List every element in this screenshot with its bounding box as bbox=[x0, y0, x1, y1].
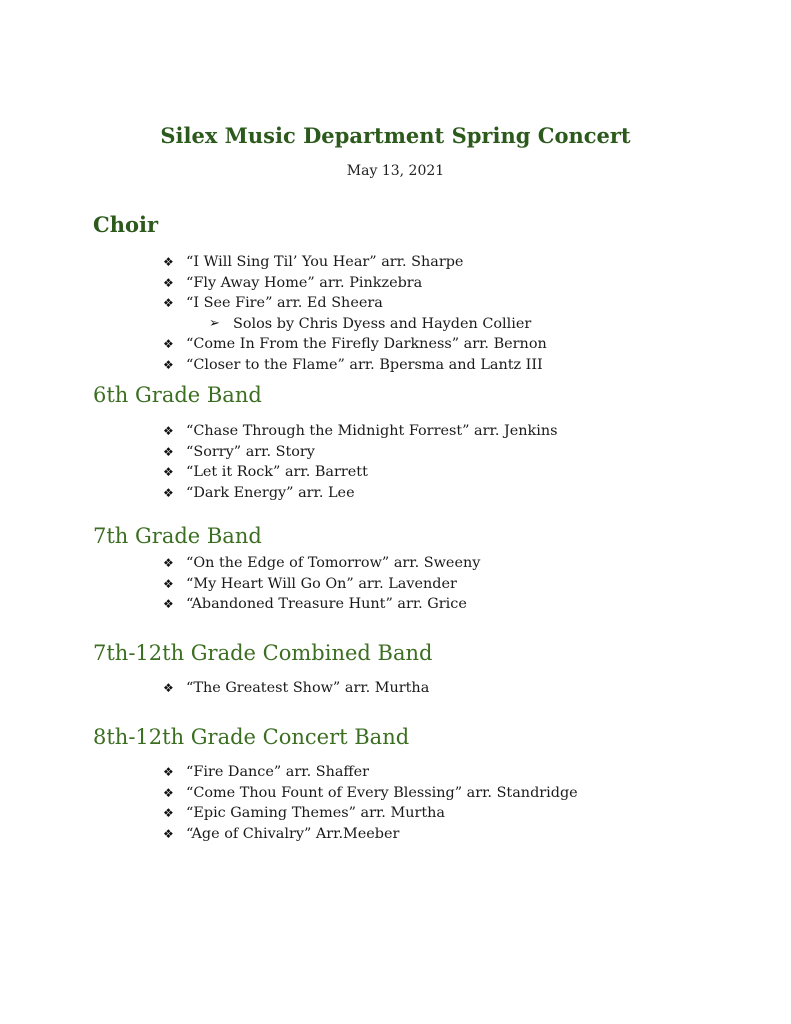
piece-title: “Abandoned Treasure Hunt” arr. Grice bbox=[186, 596, 467, 613]
7th-grade-band-program-list bbox=[163, 553, 480, 615]
list-item bbox=[163, 421, 558, 442]
6th-grade-band-program-list bbox=[163, 421, 558, 503]
section-heading-concert-band: 8th-12th Grade Concert Band bbox=[93, 725, 410, 749]
diamond-bullet-icon: ❖ bbox=[163, 424, 174, 438]
piece-title: “Age of Chivalry” Arr.Meeber bbox=[186, 825, 400, 842]
diamond-bullet-icon: ❖ bbox=[163, 275, 174, 290]
piece-title: “On the Edge of Tomorrow” arr. Sweeny bbox=[186, 555, 481, 571]
diamond-bullet-icon: ❖ bbox=[163, 826, 174, 841]
list-item bbox=[163, 553, 480, 574]
section-heading-6th-grade-band: 6th Grade Band bbox=[93, 383, 262, 407]
diamond-bullet-icon: ❖ bbox=[163, 785, 174, 800]
piece-title: “Fire Dance” arr. Shaffer bbox=[186, 764, 370, 780]
arrow-bullet-icon: ➢ bbox=[209, 315, 220, 331]
piece-title: “Chase Through the Midnight Forrest” arr. Jenkins bbox=[186, 423, 558, 439]
diamond-bullet-icon: ❖ bbox=[163, 485, 174, 500]
diamond-bullet-icon: ❖ bbox=[163, 465, 174, 480]
list-item bbox=[163, 762, 578, 783]
choir-program-list bbox=[163, 252, 547, 376]
diamond-bullet-icon: ❖ bbox=[163, 255, 174, 269]
diamond-bullet-icon: ❖ bbox=[163, 556, 174, 570]
piece-title: “I See Fire” arr. Ed Sheera bbox=[186, 295, 383, 312]
piece-title: “My Heart Will Go On” arr. Lavender bbox=[186, 575, 457, 592]
piece-title: “Come In From the Firefly Darkness” arr. Bernon bbox=[186, 336, 547, 353]
sub-list-item bbox=[163, 314, 547, 335]
list-item bbox=[163, 594, 480, 615]
list-item bbox=[163, 824, 578, 845]
list-item bbox=[163, 783, 578, 804]
solo-note: Solos by Chris Dyess and Hayden Collier bbox=[233, 315, 532, 332]
list-item bbox=[163, 678, 429, 699]
diamond-bullet-icon: ❖ bbox=[163, 357, 174, 372]
diamond-bullet-icon: ❖ bbox=[163, 765, 174, 779]
piece-title: “Come Thou Fount of Every Blessing” arr. Standridge bbox=[186, 784, 578, 801]
list-item bbox=[163, 483, 558, 504]
list-item bbox=[163, 462, 558, 483]
piece-title: “Let it Rock” arr. Barrett bbox=[186, 464, 368, 481]
piece-title: “Sorry” arr. Story bbox=[186, 443, 315, 460]
diamond-bullet-icon: ❖ bbox=[163, 444, 174, 459]
document-title: Silex Music Department Spring Concert bbox=[160, 123, 631, 148]
combined-band-program-list bbox=[163, 678, 429, 699]
section-heading-choir: Choir bbox=[93, 212, 159, 237]
piece-title: “The Greatest Show” arr. Murtha bbox=[186, 680, 430, 696]
diamond-bullet-icon: ❖ bbox=[163, 681, 174, 695]
piece-title: “Epic Gaming Themes” arr. Murtha bbox=[186, 805, 445, 822]
list-item bbox=[163, 334, 547, 355]
diamond-bullet-icon: ❖ bbox=[163, 806, 174, 821]
list-item bbox=[163, 293, 547, 314]
list-item bbox=[163, 803, 578, 824]
list-item bbox=[163, 252, 547, 273]
piece-title: “I Will Sing Til’ You Hear” arr. Sharpe bbox=[186, 254, 464, 270]
diamond-bullet-icon: ❖ bbox=[163, 597, 174, 612]
diamond-bullet-icon: ❖ bbox=[163, 576, 174, 591]
piece-title: “Closer to the Flame” arr. Bpersma and Lantz III bbox=[186, 356, 543, 373]
concert-band-program-list bbox=[163, 762, 578, 844]
piece-title: “Dark Energy” arr. Lee bbox=[186, 484, 355, 501]
list-item bbox=[163, 273, 547, 294]
list-item bbox=[163, 442, 558, 463]
section-heading-combined-band: 7th-12th Grade Combined Band bbox=[93, 641, 433, 665]
list-item bbox=[163, 574, 480, 595]
list-item bbox=[163, 355, 547, 376]
diamond-bullet-icon: ❖ bbox=[163, 337, 174, 352]
piece-title: “Fly Away Home” arr. Pinkzebra bbox=[186, 274, 423, 291]
section-heading-7th-grade-band: 7th Grade Band bbox=[93, 524, 262, 548]
concert-date: May 13, 2021 bbox=[346, 163, 445, 179]
diamond-bullet-icon: ❖ bbox=[163, 296, 174, 311]
